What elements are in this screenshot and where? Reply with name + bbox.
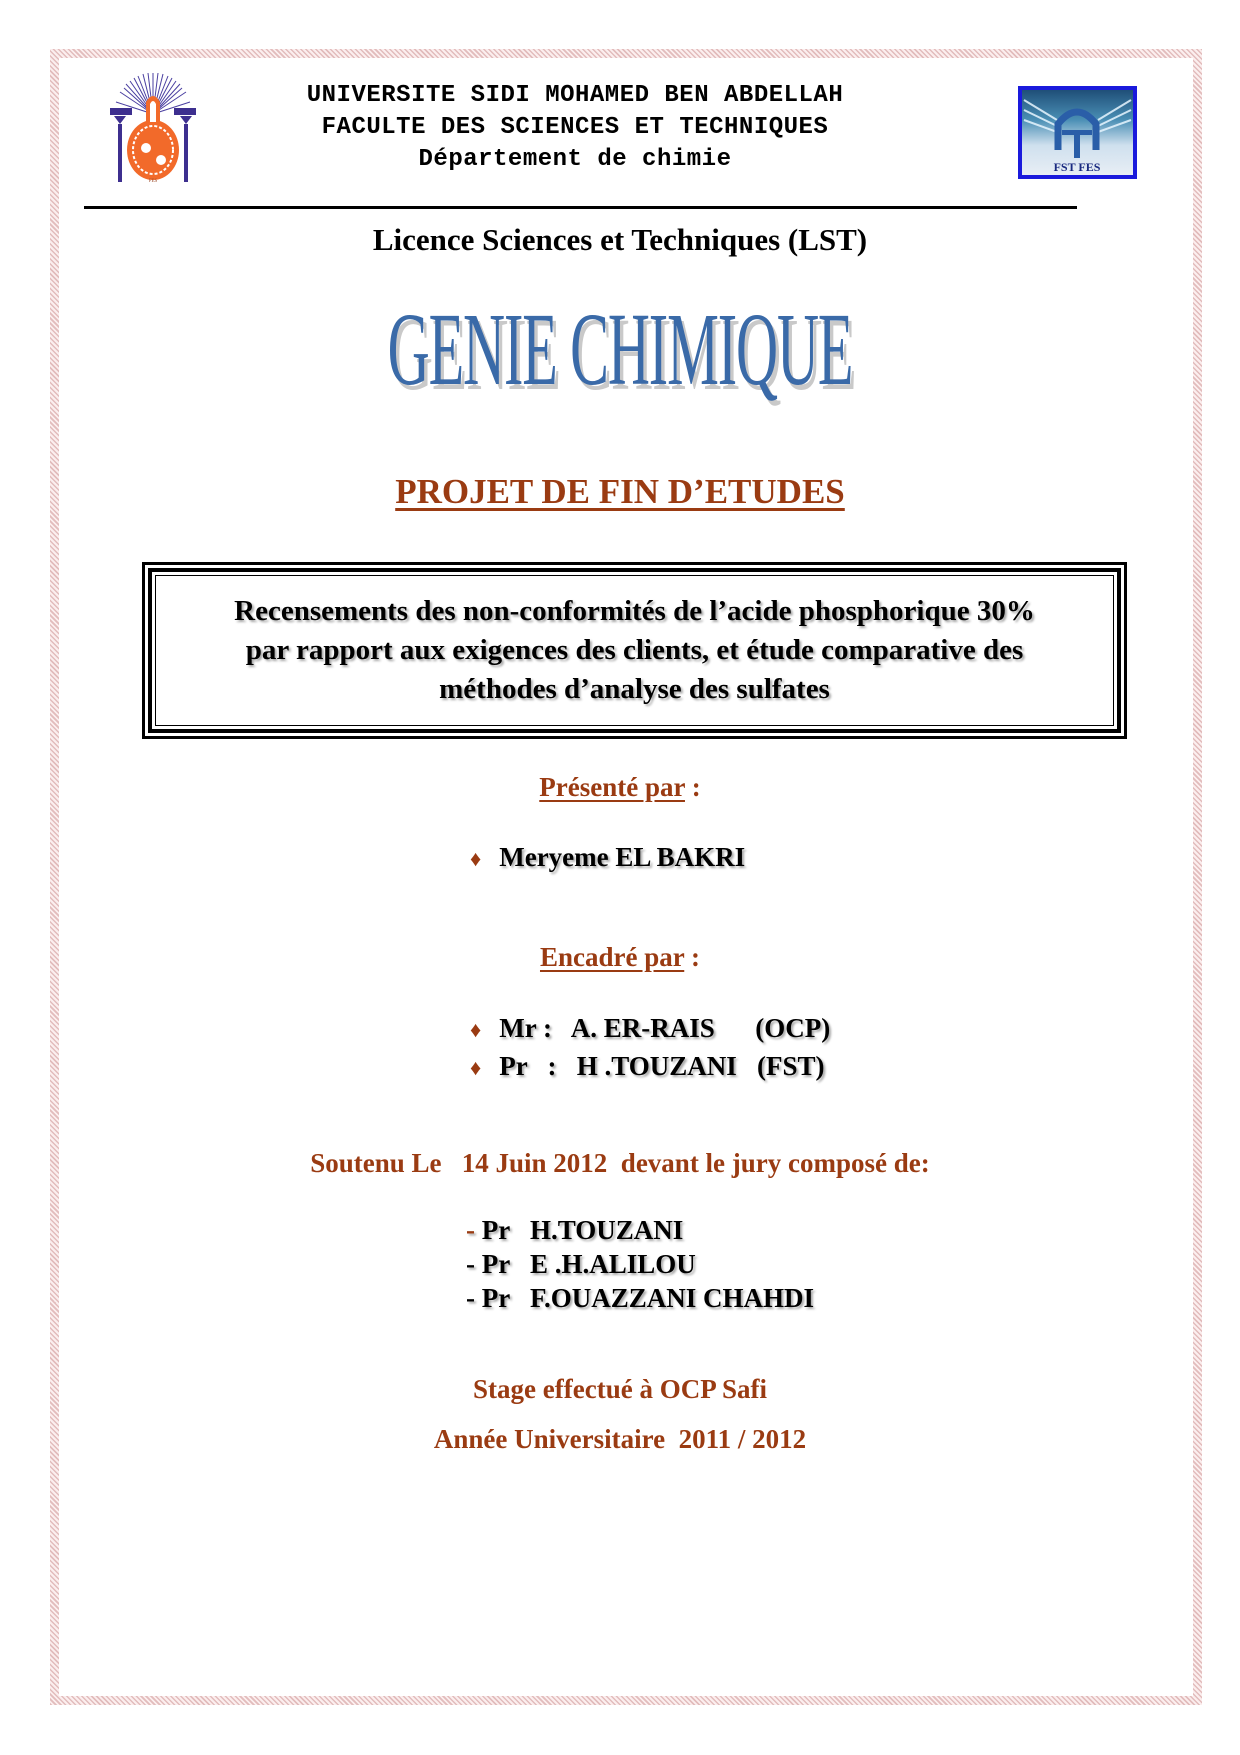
- department-name: Département de chimie: [418, 146, 732, 173]
- jury-member: - Pr H.TOUZANI: [466, 1215, 684, 1245]
- document-type: PROJET DE FIN D’ETUDES: [395, 472, 845, 511]
- thesis-title-line-2: par rapport aux exigences des clients, et étude comparative des: [245, 634, 1024, 666]
- author-name: Meryeme EL BAKRI: [499, 842, 746, 872]
- supervisor-item: ♦ Mr : A. ER-RAIS (OCP): [470, 1013, 831, 1043]
- presented-by-label: Présenté par :: [539, 772, 701, 802]
- university-emblem-icon: [106, 72, 200, 186]
- institution-header: [260, 80, 890, 176]
- bullet-diamond-icon: ♦: [470, 1017, 482, 1042]
- defense-statement: Soutenu Le 14 Juin 2012 devant le jury composé de:: [310, 1148, 930, 1178]
- jury-list: [466, 1213, 814, 1315]
- bullet-diamond-icon: ♦: [470, 846, 482, 871]
- faculty-name: FACULTE DES SCIENCES ET TECHNIQUES: [321, 114, 829, 141]
- svg-text:FST FES: FST FES: [1053, 160, 1101, 174]
- supervisor-item: ♦ Pr : H .TOUZANI (FST): [470, 1051, 825, 1081]
- author: [470, 842, 745, 873]
- program-title: GENIE CHIMIQUE: [387, 292, 853, 407]
- academic-year: Année Universitaire 2011 / 2012: [433, 1424, 807, 1454]
- fst-fes-logo-icon: [1018, 86, 1137, 179]
- thesis-title-line-3: méthodes d’analyse des sulfates: [439, 673, 830, 705]
- svg-text:FES: FES: [148, 179, 158, 184]
- jury-member: - Pr F.OUAZZANI CHAHDI: [466, 1283, 815, 1313]
- header-divider: [84, 206, 1077, 209]
- degree-title: Licence Sciences et Techniques (LST): [372, 222, 868, 257]
- supervised-by-label: Encadré par :: [539, 942, 700, 972]
- thesis-title-box: [142, 562, 1127, 739]
- thesis-title-line-1: Recensements des non-conformités de l’acide phosphorique 30%: [234, 595, 1035, 627]
- supervisor-list: [470, 1010, 830, 1086]
- bullet-diamond-icon: ♦: [470, 1055, 482, 1080]
- jury-member: - Pr E .H.ALILOU: [466, 1249, 696, 1279]
- university-name: UNIVERSITE SIDI MOHAMED BEN ABDELLAH: [306, 82, 844, 109]
- internship-location: Stage effectué à OCP Safi: [473, 1374, 767, 1404]
